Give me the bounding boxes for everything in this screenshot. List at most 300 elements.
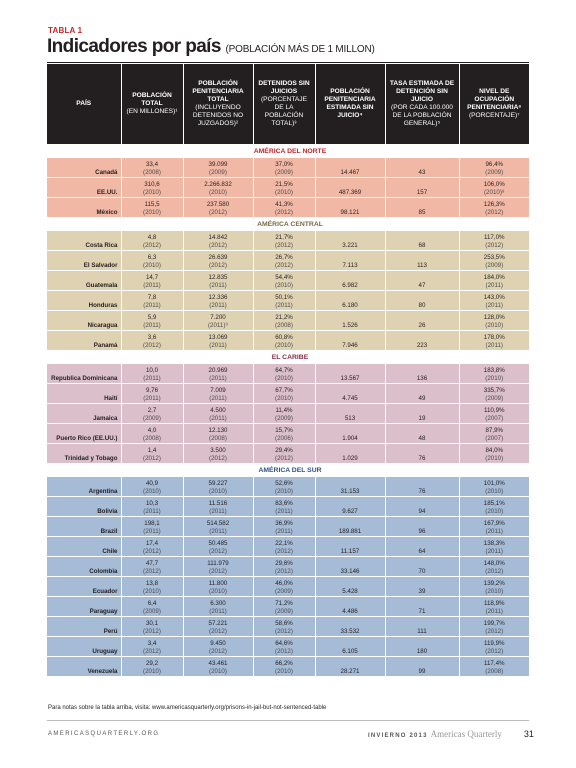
pretrial-rate-cell-value: 47 [418, 281, 426, 289]
estimated-pretrial-cell-value: 6.180 [342, 301, 358, 309]
occupancy-cell [459, 271, 529, 291]
region-label: AMÉRICA DEL NORTE [47, 145, 529, 158]
pretrial-rate-cell-value: 99 [418, 667, 426, 675]
estimated-pretrial-cell [315, 424, 385, 444]
total-population-cell-year: (2008) [143, 434, 161, 442]
total-population-cell-year: (2011) [143, 527, 161, 535]
pretrial-rate-cell-value: 180 [416, 647, 428, 655]
pretrial-percent-cell [253, 291, 315, 311]
pretrial-percent-cell-value: 37,0% [275, 160, 293, 168]
occupancy-cell [459, 158, 529, 178]
prison-population-cell-value: 39.099 [208, 160, 228, 168]
total-population-cell-value: 40,9 [145, 479, 159, 487]
prison-population-cell-value: 12.130 [208, 426, 228, 434]
prison-population-cell-value: 3.500 [210, 446, 226, 454]
occupancy-cell-year: (2012) [485, 241, 504, 249]
pretrial-rate-cell-value: 26 [418, 321, 426, 329]
pretrial-percent-cell-value: 64,7% [275, 366, 293, 374]
pretrial-rate-cell [385, 597, 459, 617]
estimated-pretrial-cell-value: 14.467 [340, 168, 360, 176]
table-row [47, 637, 529, 657]
total-population-cell [121, 577, 183, 597]
estimated-pretrial-cell [315, 617, 385, 637]
total-population-cell-year: (2011) [143, 321, 161, 329]
occupancy-cell-year: (2012) [485, 208, 504, 216]
occupancy-cell-value: 167,9% [483, 519, 505, 527]
total-population-cell [121, 291, 183, 311]
total-population-cell-value: 9,76 [145, 386, 159, 394]
prison-population-cell [183, 384, 253, 404]
pretrial-percent-cell-value: 36,9% [275, 519, 293, 527]
total-population-cell-year: (2009) [143, 414, 161, 422]
prison-population-cell-year: (2012) [209, 208, 227, 216]
pretrial-rate-cell [385, 444, 459, 464]
pretrial-percent-cell [253, 404, 315, 424]
country-cell: Colombia [47, 557, 121, 577]
pretrial-rate-cell [385, 497, 459, 517]
header-nivel-ocupacion: NIVEL DE OCUPACIÓN PENITENCIARIA⁶ (PORCENTAJE)⁷ [459, 64, 529, 145]
occupancy-cell-year: (2010) [485, 507, 504, 515]
estimated-pretrial-cell-value: 6.105 [342, 647, 358, 655]
prison-population-cell-value: 12.835 [208, 273, 228, 281]
pretrial-percent-cell [253, 577, 315, 597]
table-row [47, 477, 529, 497]
pretrial-percent-cell [253, 497, 315, 517]
estimated-pretrial-cell [315, 537, 385, 557]
table-row [47, 497, 529, 517]
pretrial-rate-cell [385, 577, 459, 597]
occupancy-cell-year: (2011) [485, 547, 503, 555]
total-population-cell-value: 47,7 [145, 559, 159, 567]
prison-population-cell [183, 577, 253, 597]
country-cell: Guatemala [47, 271, 121, 291]
occupancy-cell [459, 331, 529, 351]
estimated-pretrial-cell-value: 13.567 [340, 374, 360, 382]
estimated-pretrial-cell [315, 657, 385, 677]
total-population-cell-value: 1,4 [147, 446, 157, 454]
prison-population-cell [183, 637, 253, 657]
prison-population-cell-value: 11.516 [208, 499, 228, 507]
pretrial-percent-cell-value: 46,0% [275, 579, 293, 587]
estimated-pretrial-cell [315, 178, 385, 198]
pretrial-rate-cell-value: 71 [418, 607, 426, 615]
table-header-row [47, 64, 529, 145]
page-title [47, 36, 375, 58]
country-cell: Ecuador [47, 577, 121, 597]
prison-population-cell [183, 424, 253, 444]
occupancy-cell [459, 637, 529, 657]
prison-population-cell-year: (2011)⁹ [207, 321, 229, 329]
region-label: AMÉRICA DEL SUR [47, 464, 529, 477]
occupancy-cell-value: 101,0% [483, 479, 505, 487]
pretrial-percent-cell-value: 21,7% [275, 233, 293, 241]
occupancy-cell [459, 251, 529, 271]
table-row [47, 577, 529, 597]
pretrial-rate-cell [385, 557, 459, 577]
pretrial-percent-cell-year: (2011) [275, 507, 293, 515]
occupancy-cell-value: 138,3% [483, 539, 505, 547]
table-row [47, 251, 529, 271]
pretrial-percent-cell-value: 71,2% [275, 599, 293, 607]
prison-population-cell-value: 2.266.832 [204, 180, 232, 188]
prison-population-cell-value: 7.009 [210, 386, 226, 394]
prison-population-cell-year: (2011) [209, 607, 227, 615]
pretrial-percent-cell-value: 21,5% [275, 180, 293, 188]
pretrial-percent-cell [253, 637, 315, 657]
occupancy-cell-value: 128,0% [483, 313, 505, 321]
pretrial-percent-cell-year: (2010) [275, 341, 293, 349]
estimated-pretrial-cell-value: 98.121 [340, 208, 360, 216]
pretrial-percent-cell-value: 11,4% [275, 406, 293, 414]
table-row [47, 271, 529, 291]
prison-population-cell-year: (2011) [209, 281, 227, 289]
pretrial-rate-cell [385, 384, 459, 404]
footer-site: AMERICASQUARTERLY.ORG [48, 731, 160, 737]
prison-population-cell-value: 13.069 [208, 333, 228, 341]
title-rule [47, 62, 529, 63]
country-cell: Trinidad y Tobago [47, 444, 121, 464]
pretrial-percent-cell-value: 52,6% [275, 479, 293, 487]
footer-rule [47, 720, 529, 721]
pretrial-rate-cell [385, 537, 459, 557]
occupancy-cell-year: (2009) [485, 168, 504, 176]
prison-population-cell [183, 158, 253, 178]
prison-population-cell-year: (2011) [209, 301, 227, 309]
total-population-cell [121, 477, 183, 497]
pretrial-percent-cell-value: 83,6% [275, 499, 293, 507]
pretrial-percent-cell-year: (2009) [275, 587, 293, 595]
estimated-pretrial-cell-value: 513 [344, 414, 356, 422]
total-population-cell-year: (2012) [143, 547, 161, 555]
prison-population-cell [183, 537, 253, 557]
pretrial-percent-cell [253, 597, 315, 617]
occupancy-cell-value: 184,0% [483, 273, 505, 281]
table-row [47, 331, 529, 351]
pretrial-percent-cell [253, 178, 315, 198]
total-population-cell-year: (2010) [143, 667, 161, 675]
estimated-pretrial-cell [315, 331, 385, 351]
region-header-caribe [47, 351, 529, 364]
pretrial-percent-cell-year: (2009) [275, 414, 293, 422]
occupancy-cell-year: (2010) [485, 321, 504, 329]
total-population-cell-year: (2012) [143, 647, 161, 655]
total-population-cell-value: 10,0 [145, 366, 159, 374]
pretrial-percent-cell [253, 231, 315, 251]
table-row [47, 158, 529, 178]
occupancy-cell-year: (2011) [485, 527, 503, 535]
pretrial-percent-cell [253, 198, 315, 218]
estimated-pretrial-cell [315, 384, 385, 404]
header-pais: PAÍS [47, 64, 121, 145]
table-row [47, 444, 529, 464]
pretrial-percent-cell-year: (2012) [275, 627, 293, 635]
occupancy-cell-value: 178,0% [483, 333, 505, 341]
prison-population-cell-year: (2012) [209, 454, 227, 462]
prison-population-cell-value: 11.800 [208, 579, 228, 587]
pretrial-percent-cell-value: 50,1% [275, 293, 293, 301]
pretrial-percent-cell-year: (2012) [275, 208, 293, 216]
country-cell: Brazil [47, 517, 121, 537]
estimated-pretrial-cell [315, 158, 385, 178]
total-population-cell [121, 657, 183, 677]
prison-population-cell [183, 364, 253, 384]
country-cell: Uruguay [47, 637, 121, 657]
occupancy-cell-year: (2007) [485, 434, 504, 442]
country-cell: Canadá [47, 158, 121, 178]
occupancy-cell-value: 84,0% [485, 446, 504, 454]
occupancy-cell [459, 537, 529, 557]
pretrial-percent-cell [253, 517, 315, 537]
country-cell: Haití [47, 384, 121, 404]
estimated-pretrial-cell-value: 33.532 [340, 627, 360, 635]
occupancy-cell [459, 231, 529, 251]
pretrial-percent-cell-year: (2010) [275, 487, 293, 495]
occupancy-cell-year: (2012) [485, 567, 504, 575]
occupancy-cell [459, 364, 529, 384]
occupancy-cell-value: 119,9% [483, 639, 505, 647]
table-notes: Para notas sobre la tabla arriba, visita: www.americasquarterly.org/prisons-in-jail-but-not-sentenced-table [48, 705, 327, 711]
total-population-cell-value: 4,0 [147, 426, 157, 434]
occupancy-cell-value: 110,9% [483, 406, 505, 414]
table-row [47, 557, 529, 577]
table-row [47, 198, 529, 218]
prison-population-cell-value: 4.500 [210, 406, 226, 414]
prison-population-cell [183, 404, 253, 424]
total-population-cell [121, 331, 183, 351]
region-label: EL CARIBE [47, 351, 529, 364]
pretrial-percent-cell [253, 384, 315, 404]
prison-population-cell [183, 444, 253, 464]
pretrial-rate-cell-value: 223 [416, 341, 428, 349]
total-population-cell-year: (2012) [143, 341, 161, 349]
total-population-cell-year: (2011) [143, 394, 161, 402]
country-cell: El Salvador [47, 251, 121, 271]
table-row [47, 311, 529, 331]
prison-population-cell-value: 514.582 [206, 519, 230, 527]
pretrial-percent-cell-value: 60,8% [275, 333, 293, 341]
estimated-pretrial-cell [315, 637, 385, 657]
total-population-cell [121, 178, 183, 198]
prison-population-cell [183, 597, 253, 617]
table-row [47, 424, 529, 444]
occupancy-cell [459, 424, 529, 444]
estimated-pretrial-cell-value: 9.627 [342, 507, 358, 515]
pretrial-percent-cell-value: 67,7% [275, 386, 293, 394]
occupancy-cell-year: (2010)⁸ [484, 188, 505, 196]
total-population-cell [121, 384, 183, 404]
table-row [47, 617, 529, 637]
total-population-cell-year: (2012) [143, 567, 161, 575]
pretrial-rate-cell-value: 157 [416, 188, 428, 196]
country-cell: Argentina [47, 477, 121, 497]
region-header-central [47, 218, 529, 231]
pretrial-rate-cell-value: 49 [418, 394, 426, 402]
pretrial-percent-cell-year: (2008) [275, 321, 293, 329]
prison-population-cell-year: (2012) [209, 547, 227, 555]
total-population-cell [121, 364, 183, 384]
occupancy-cell [459, 517, 529, 537]
footer-issue: INVIERNO 2013 [368, 733, 428, 739]
prison-population-cell-year: (2011) [209, 507, 227, 515]
pretrial-rate-cell-value: 76 [418, 454, 426, 462]
pretrial-rate-cell [385, 158, 459, 178]
total-population-cell [121, 424, 183, 444]
pretrial-rate-cell [385, 291, 459, 311]
total-population-cell-value: 6,4 [147, 599, 157, 607]
occupancy-cell-year: (2010) [485, 487, 504, 495]
prison-population-cell-value: 6.300 [210, 599, 226, 607]
pretrial-rate-cell [385, 198, 459, 218]
table-row [47, 404, 529, 424]
total-population-cell [121, 231, 183, 251]
total-population-cell-value: 310,6 [144, 180, 160, 188]
prison-population-cell-year: (2011) [209, 374, 227, 382]
estimated-pretrial-cell-value: 31.153 [340, 487, 360, 495]
estimated-pretrial-cell [315, 597, 385, 617]
prison-population-cell-value: 12.336 [208, 293, 228, 301]
estimated-pretrial-cell-value: 7.946 [342, 341, 358, 349]
table-row [47, 597, 529, 617]
occupancy-cell [459, 557, 529, 577]
prison-population-cell [183, 311, 253, 331]
table-row [47, 517, 529, 537]
estimated-pretrial-cell-value: 4.486 [342, 607, 358, 615]
prison-population-cell-year: (2012) [209, 241, 227, 249]
pretrial-percent-cell-value: 58,6% [275, 619, 293, 627]
occupancy-cell [459, 311, 529, 331]
pretrial-rate-cell-value: 96 [418, 527, 426, 535]
prison-population-cell-year: (2010) [209, 188, 227, 196]
pretrial-percent-cell-year: (2006) [275, 434, 293, 442]
occupancy-cell [459, 477, 529, 497]
table-row [47, 537, 529, 557]
pretrial-percent-cell-year: (2012) [275, 241, 293, 249]
pretrial-percent-cell-value: 41,3% [275, 200, 293, 208]
occupancy-cell-value: 106,0% [483, 180, 505, 188]
pretrial-rate-cell-value: 76 [418, 487, 426, 495]
pretrial-percent-cell [253, 311, 315, 331]
occupancy-cell [459, 577, 529, 597]
pretrial-rate-cell [385, 178, 459, 198]
total-population-cell [121, 444, 183, 464]
occupancy-cell [459, 657, 529, 677]
prison-population-cell-year: (2011) [209, 394, 227, 402]
table-row [47, 178, 529, 198]
pretrial-percent-cell-year: (2012) [275, 547, 293, 555]
pretrial-percent-cell [253, 557, 315, 577]
prison-population-cell-year: (2012) [209, 261, 227, 269]
prison-population-cell-value: 14.842 [208, 233, 228, 241]
occupancy-cell-value: 148,0% [483, 559, 505, 567]
total-population-cell-year: (2010) [143, 188, 161, 196]
prison-population-cell-value: 59.227 [208, 479, 228, 487]
estimated-pretrial-cell-value: 4.745 [342, 394, 358, 402]
pretrial-percent-cell-value: 29,4% [275, 446, 293, 454]
total-population-cell [121, 637, 183, 657]
total-population-cell [121, 617, 183, 637]
pretrial-rate-cell-value: 113 [417, 261, 427, 269]
pretrial-rate-cell [385, 331, 459, 351]
prison-population-cell-value: 43.461 [208, 659, 228, 667]
occupancy-cell-value: 118,9% [483, 599, 505, 607]
country-cell: Paraguay [47, 597, 121, 617]
pretrial-percent-cell-value: 29,6% [275, 559, 293, 567]
pretrial-percent-cell-year: (2009) [275, 607, 293, 615]
pretrial-percent-cell-year: (2010) [275, 281, 293, 289]
estimated-pretrial-cell [315, 517, 385, 537]
total-population-cell-year: (2011) [143, 507, 161, 515]
total-population-cell-year: (2010) [143, 487, 161, 495]
total-population-cell-value: 5,9 [147, 313, 157, 321]
pretrial-rate-cell [385, 404, 459, 424]
pretrial-rate-cell [385, 637, 459, 657]
pretrial-percent-cell-value: 54,4% [275, 273, 293, 281]
prison-population-cell-year: (2011) [209, 414, 227, 422]
prison-population-cell-year: (2010) [209, 587, 227, 595]
total-population-cell [121, 517, 183, 537]
prison-population-cell [183, 178, 253, 198]
country-cell: Honduras [47, 291, 121, 311]
occupancy-cell-value: 335,7% [483, 386, 505, 394]
pretrial-percent-cell [253, 364, 315, 384]
country-cell: Perú [47, 617, 121, 637]
estimated-pretrial-cell-value: 33.146 [340, 567, 360, 575]
occupancy-cell-value: 96,4% [485, 160, 504, 168]
estimated-pretrial-cell-value: 7.113 [342, 261, 358, 269]
pretrial-rate-cell [385, 517, 459, 537]
pretrial-rate-cell [385, 231, 459, 251]
prison-population-cell-year: (2010) [209, 667, 227, 675]
total-population-cell-year: (2008) [143, 168, 161, 176]
occupancy-cell [459, 291, 529, 311]
pretrial-percent-cell [253, 537, 315, 557]
total-population-cell [121, 404, 183, 424]
total-population-cell-value: 17,4 [145, 539, 159, 547]
occupancy-cell-year: (2011) [485, 281, 503, 289]
prison-population-cell [183, 617, 253, 637]
occupancy-cell-year: (2010) [485, 454, 504, 462]
total-population-cell-year: (2010) [143, 261, 161, 269]
occupancy-cell-year: (2011) [485, 607, 503, 615]
pretrial-rate-cell-value: 80 [418, 301, 426, 309]
occupancy-cell-year: (2011) [485, 301, 503, 309]
prison-population-cell-value: 9.450 [210, 639, 226, 647]
estimated-pretrial-cell-value: 1.029 [342, 454, 358, 462]
estimated-pretrial-cell [315, 198, 385, 218]
pretrial-rate-cell [385, 617, 459, 637]
pretrial-percent-cell-value: 15,7% [275, 426, 293, 434]
prison-population-cell-year: (2009) [209, 168, 227, 176]
estimated-pretrial-cell [315, 251, 385, 271]
pretrial-rate-cell [385, 271, 459, 291]
prison-population-cell-year: (2011) [209, 527, 227, 535]
occupancy-cell-value: 183,8% [483, 366, 505, 374]
pretrial-percent-cell [253, 657, 315, 677]
occupancy-cell-value: 143,0% [483, 293, 505, 301]
prison-population-cell [183, 251, 253, 271]
prison-population-cell [183, 331, 253, 351]
total-population-cell [121, 251, 183, 271]
pretrial-rate-cell [385, 311, 459, 331]
prison-population-cell-value: 57.221 [208, 619, 228, 627]
region-header-norte [47, 145, 529, 158]
total-population-cell-value: 7,8 [147, 293, 157, 301]
table-row [47, 291, 529, 311]
pretrial-percent-cell [253, 617, 315, 637]
estimated-pretrial-cell [315, 557, 385, 577]
total-population-cell-value: 14,7 [145, 273, 159, 281]
pretrial-rate-cell [385, 657, 459, 677]
